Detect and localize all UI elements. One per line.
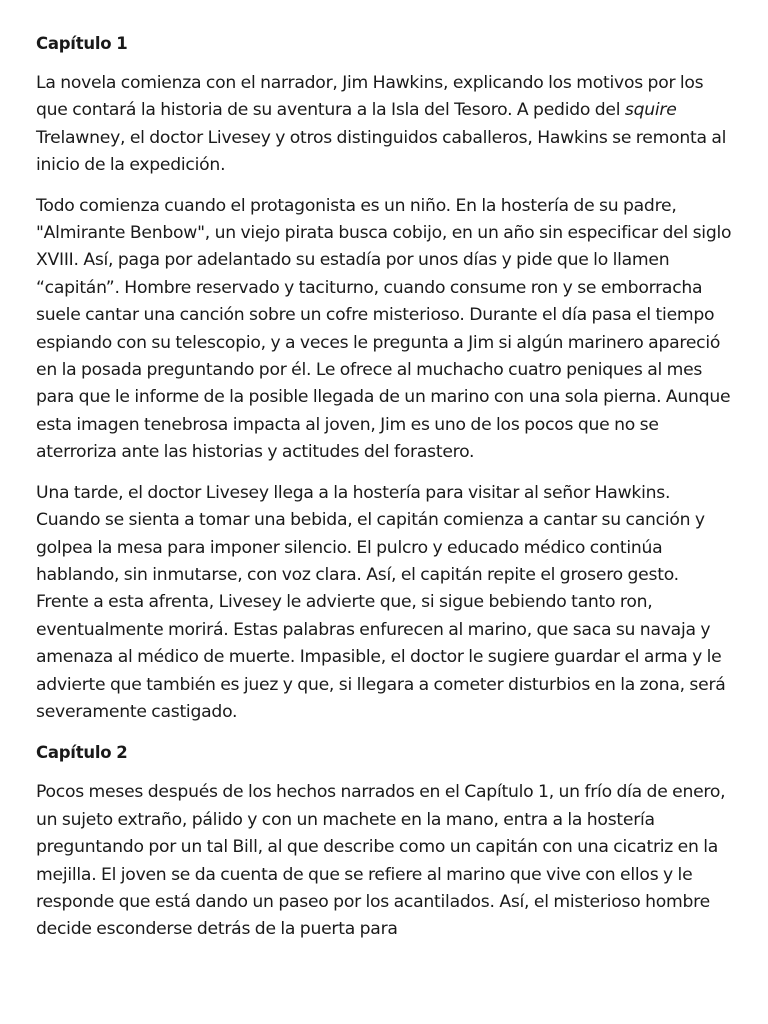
paragraph-text: Trelawney, el doctor Livesey y otros distinguidos caballeros, Hawkins se remonta al inicio de la expedición.	[36, 127, 727, 176]
document-page	[36, 30, 736, 944]
chapter-1-heading: Capítulo 1	[36, 34, 128, 53]
chapter-1-paragraph-1	[36, 70, 736, 180]
paragraph-text: La novela comienza con el narrador, Jim Hawkins, explicando los motivos por los que contará la historia de su aventura a la Isla del Tesoro. A pedido del	[36, 73, 704, 121]
chapter-1-paragraph-2: Todo comienza cuando el protagonista es un niño. En la hostería de su padre, "Almirante Benbow", un viejo pirata busca cobijo, en un año sin especificar del siglo XVIII. Así, paga por adelantado su estadía por unos días y pide que lo llamen “capitán”. Hombre reservado y taciturno, cuando consume ron y se emborracha suele cantar una canción sobre un cofre misterioso. Durante el día pasa el tiempo espiando con su telescopio, y a veces le pregunta a Jim si algún marinero apareció en la posada preguntando por él. Le ofrece al muchacho cuatro peniques al mes para que le informe de la posible llegada de un marino con una sola pierna. Aunque esta imagen tenebrosa impacta al joven, Jim es uno de los pocos que no se aterroriza ante las historias y actitudes del forastero.	[36, 195, 732, 463]
chapter-2-paragraph-1: Pocos meses después de los hechos narrados en el Capítulo 1, un frío día de enero, un sujeto extraño, pálido y con un machete en la mano, entra a la hostería preguntando por un tal Bill, al que describe como un capitán con una cicatriz en la mejilla. El joven se da cuenta de que se refiere al marino que vive con ellos y le responde que está dando un paseo por los acantilados. Así, el misterioso hombre decide esconderse detrás de la puerta para	[36, 782, 726, 940]
italic-term-squire: squire	[624, 100, 677, 121]
chapter-1-paragraph-3: Una tarde, el doctor Livesey llega a la hostería para visitar al señor Hawkins. Cuando se sienta a tomar una bebida, el capitán comienza a cantar su canción y golpea la mesa para imponer silencio. El pulcro y educado médico continúa hablando, sin inmutarse, con voz clara. Así, el capitán repite el grosero gesto. Frente a esta afrenta, Livesey le advierte que, si sigue bebiendo tanto ron, eventualmente morirá. Estas palabras enfurecen al marino, que saca su navaja y amenaza al médico de muerte. Impasible, el doctor le sugiere guardar el arma y le advierte que también es juez y que, si llegara a cometer disturbios en la zona, será severamente castigado.	[36, 482, 726, 722]
chapter-2-heading: Capítulo 2	[36, 743, 128, 763]
